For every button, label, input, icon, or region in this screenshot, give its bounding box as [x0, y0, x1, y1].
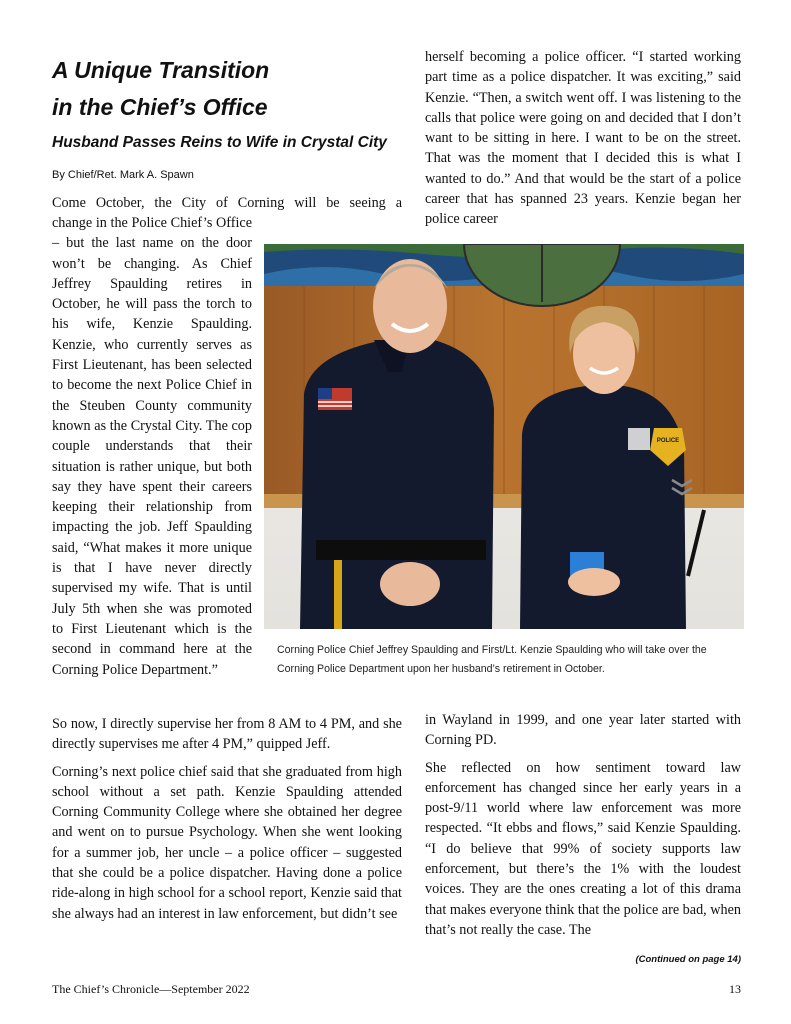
intro-first-line: Come October, the City of Corning will be seeing a — [52, 195, 402, 211]
police-patch-text: POLICE — [656, 438, 680, 444]
article-byline: By Chief/Ret. Mark A. Spawn — [52, 169, 194, 181]
photo-caption: Corning Police Chief Jeffrey Spaulding and First/Lt. Kenzie Spaulding who will take over the Corning Police Department upon her husband’s retirement in October. — [277, 644, 707, 675]
article-headline — [52, 52, 402, 126]
left-column-bottom — [52, 714, 402, 931]
continued-note: (Continued on page 14) — [635, 954, 741, 965]
paragraph-wayland: in Wayland in 1999, and one year later started with Corning PD. — [425, 712, 741, 749]
footer-page-number: 13 — [729, 982, 741, 996]
article-subhead: Husband Passes Reins to Wife in Crystal City — [52, 134, 387, 151]
right-column-top: herself becoming a police officer. “I started working part time as a police dispatcher. It was exciting,” said Kenzie. “Then, a switch went off. I was listening to the calls that police were going on and decided that I don’t want to be sitting in here. I want to be on the street. That was the moment that I decided this is what I wanted to do.” And that would be the start of a police career that has spanned 23 years. Kenzie began her police career — [425, 49, 741, 228]
paragraph-sentiment: She reflected on how sentiment toward law enforcement has changed since her early years in a post-9/11 world where law enforcement was more respected. “It ebbs and flows,” said Kenzie Spaulding. “I do believe that 99% of society supports law enforcement, but there’s the 1% with the loudest voices. They are the ones creating a lot of this drama that makes everyone think that the police are bad, when that’s not really the case. The — [425, 759, 741, 938]
intro-continuation: So now, I directly supervise her from 8 AM to 4 PM, and she directly supervises me after 4 PM,” quipped Jeff. — [52, 716, 402, 753]
paragraph-education: Corning’s next police chief said that she graduated from high school without a set path. Kenzie Spaulding attended Corning Community College where she obtained her degree and went on to pursue Psychology. When she went looking for a summer job, her uncle – a police officer – suggested that she could be a police dispatcher. Having done a police ride-along in high school for a school report, Kenzie said that she always had an interest in law enforcement, but didn’t see — [52, 763, 402, 922]
headline-line-2: in the Chief’s Office — [52, 94, 268, 120]
footer-publication: The Chief’s Chronicle—September 2022 — [52, 982, 250, 996]
headline-line-1: A Unique Transition — [52, 57, 270, 83]
right-column-bottom — [425, 710, 741, 947]
officers-photo — [264, 244, 744, 629]
intro-paragraph: change in the Police Chief’s Office – but the last name on the door won’t be changing. As Chief Jeffrey Spaulding retires in October, he will pass the torch to his wife, Kenzie Spaulding. Kenzie, who currently serves as First Lieutenant, has been selected to become the next Police Chief in the Steuben County community known as the Crystal City. The cop couple understands that their situation is rather unique, but both say they have spent their careers keeping their relationship from impacting the job. Jeff Spaulding said, “What makes it more unique is that I have never directly supervised my wife. That is until July 5th when she was promoted to First Lieutenant which is the second in command here at the Corning Police Department.” — [52, 215, 252, 678]
